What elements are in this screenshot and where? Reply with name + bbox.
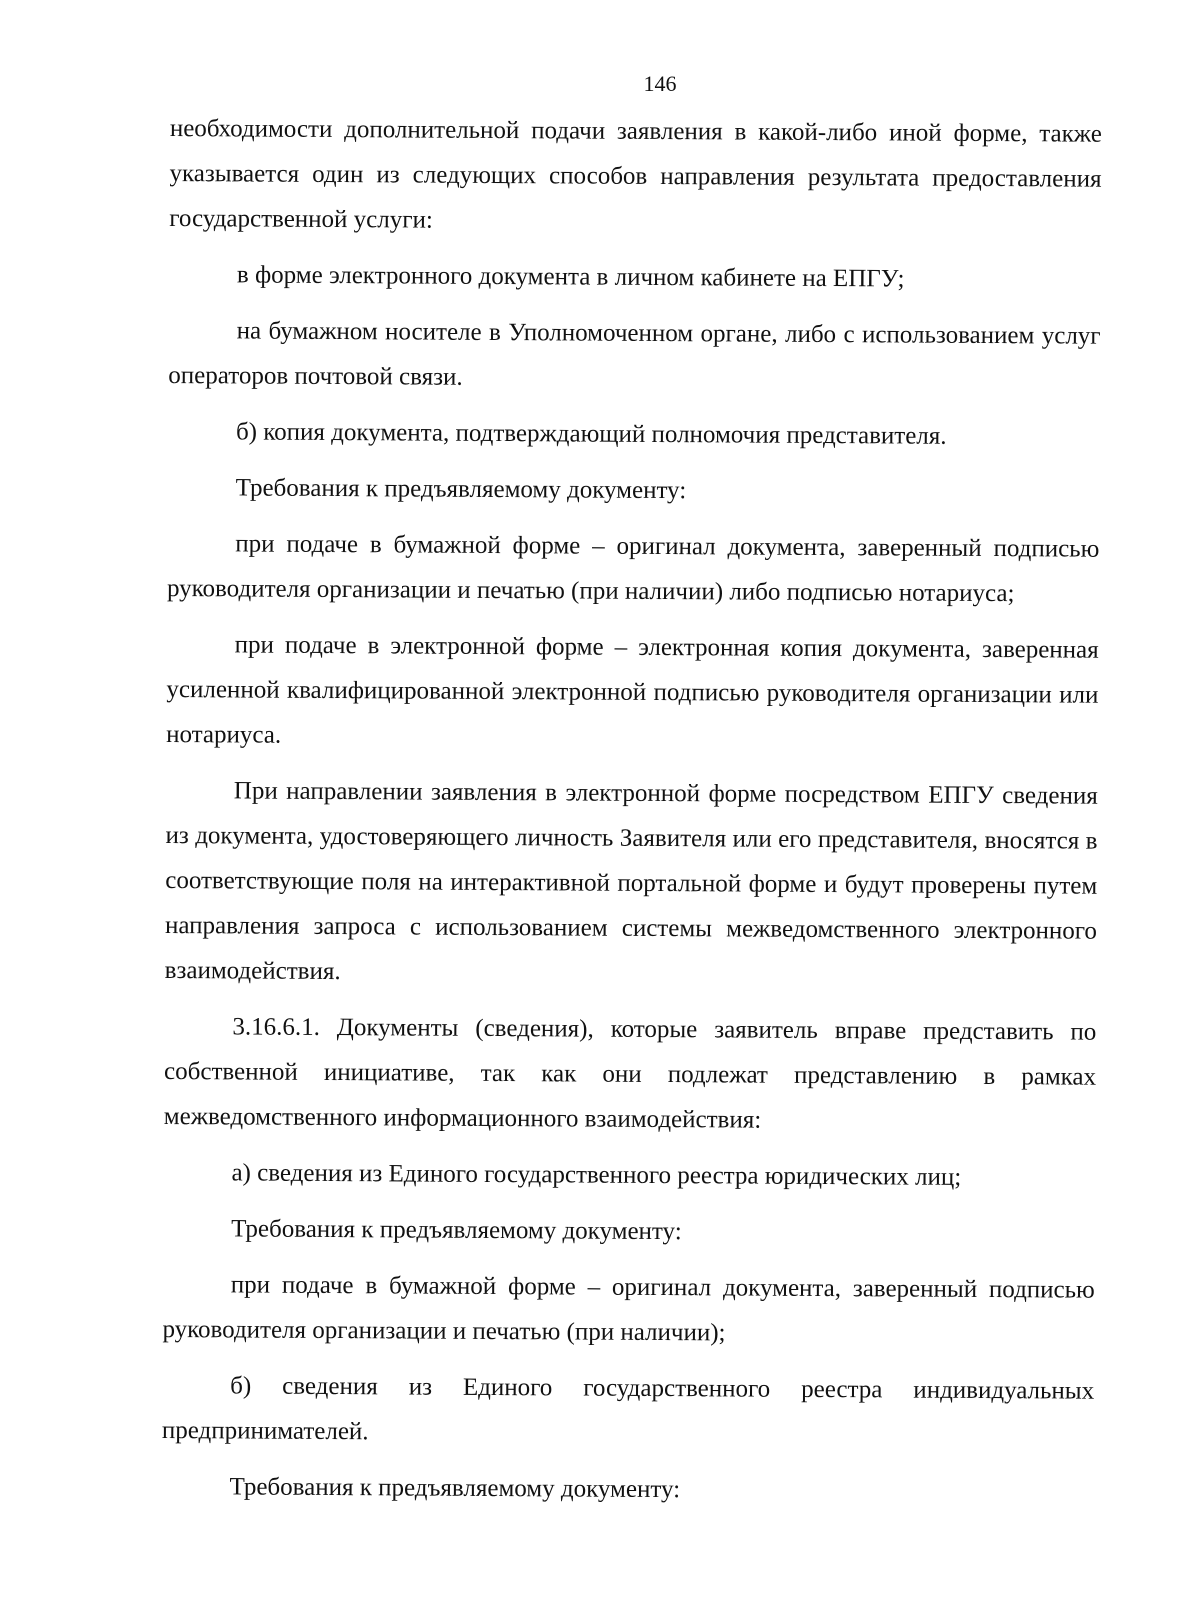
paragraph: на бумажном носителе в Уполномоченном органе, либо с использованием услуг операторов почтовой связи. [168, 317, 1101, 391]
paragraph: При направлении заявления в электронной форме посредством ЕПГУ сведения из документа, удостоверяющего личность Заявителя или его представителя, вносятся в соответствующие поля на интерактивной портальной форме и будут проверены путем направления запроса с использованием системы межведомственного электронного взаимодействия. [164, 777, 1098, 986]
paragraph: б) сведения из Единого государственного реестра индивидуальных предпринимателей. [161, 1372, 1095, 1446]
paragraph: при подаче в электронной форме – электронная копия документа, заверенная усиленной квалифицированной электронной подписью руководителя организации или нотариуса. [166, 631, 1099, 749]
paragraph: Требования к предъявляемому документу: [231, 1215, 682, 1246]
document-body [161, 106, 1102, 1526]
paragraph: Требования к предъявляемому документу: [229, 1473, 681, 1504]
paragraph: в форме электронного документа в личном кабинете на ЕПГУ; [236, 261, 905, 293]
paragraph: при подаче в бумажной форме – оригинал документа, заверенный подписью руководителя организации и печатью (при наличии) либо подписью нотариуса; [166, 530, 1100, 608]
paragraph: необходимости дополнительной подачи заявления в какой-либо иной форме, также указывается один из следующих способов направления результата предоставления государственной услуги: [169, 114, 1102, 234]
paragraph: при подаче в бумажной форме – оригинал документа, заверенный подписью руководителя организации и печатью (при наличии); [162, 1271, 1095, 1347]
paragraph: б) копия документа, подтверждающий полномочия представителя. [235, 418, 947, 450]
paragraph: 3.16.6.1. Документы (сведения), которые заявитель вправе представить по собственной инициативе, так как они подлежат представлению в рамках межведомственного информационного взаимодействия: [163, 1013, 1097, 1134]
paragraph: а) сведения из Единого государственного реестра юридических лиц; [231, 1159, 962, 1191]
paragraph: Требования к предъявляемому документу: [235, 474, 687, 505]
page-number: 146 [643, 71, 677, 96]
